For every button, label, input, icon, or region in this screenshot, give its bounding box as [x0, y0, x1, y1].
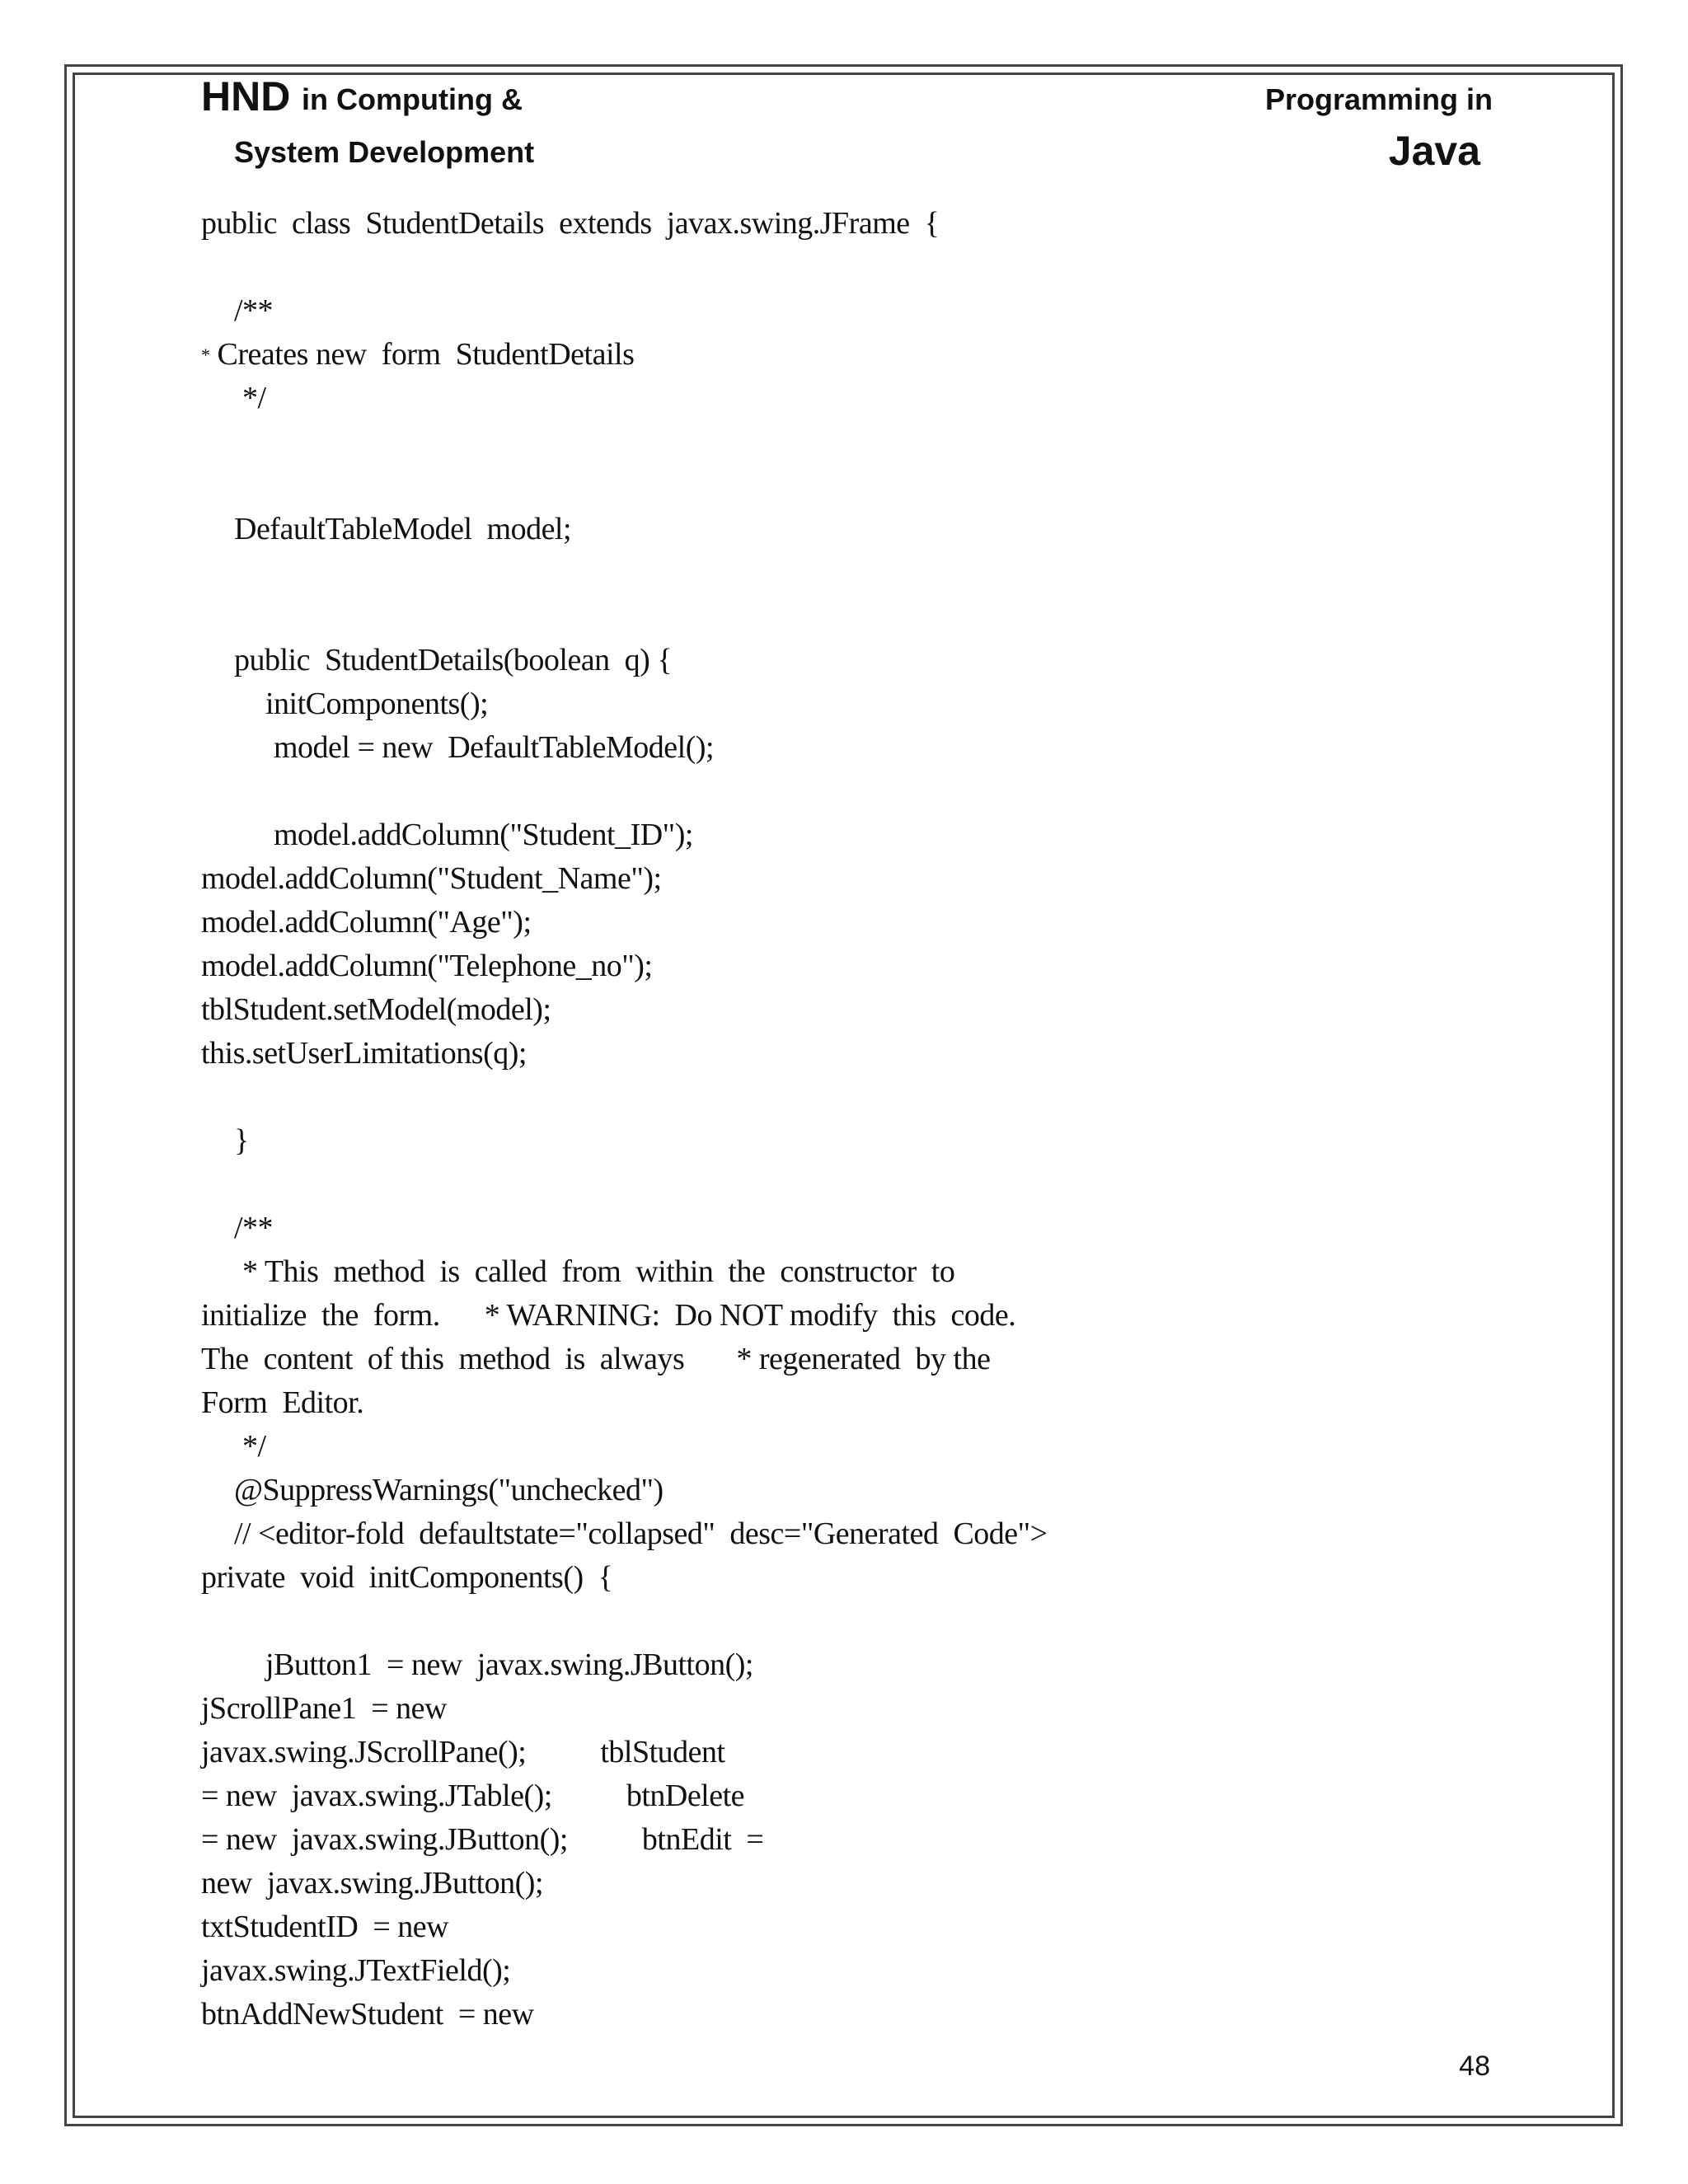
header-subject-line2: Java: [1388, 128, 1480, 174]
code-line: jScrollPane1 = new: [201, 1691, 447, 1726]
code-line: DefaultTableModel model;: [234, 512, 572, 546]
header-hnd: HND: [201, 73, 291, 120]
code-line: model.addColumn("Student_ID");: [274, 818, 693, 852]
code-line: /**: [234, 293, 274, 328]
code-line: [201, 246, 1437, 289]
comment-star: *: [201, 344, 210, 365]
code-line: }: [234, 1123, 249, 1158]
code-line: [201, 595, 1437, 639]
code-line: public StudentDetails(boolean q) {: [234, 643, 673, 677]
code-line: this.setUserLimitations(q);: [201, 1036, 527, 1071]
code-line: model.addColumn("Age");: [201, 905, 532, 940]
code-line: javax.swing.JTextField();: [201, 1953, 511, 1988]
code-line: initialize the form. * WARNING: Do NOT modify this code.: [201, 1298, 1016, 1333]
code-line: txtStudentID = new: [201, 1910, 449, 1944]
code-line: private void initComponents() {: [201, 1560, 613, 1595]
code-line: * This method is called from within the constructor to: [242, 1254, 955, 1289]
code-line: */: [242, 1429, 266, 1464]
code-line: // <editor-fold defaultstate="collapsed" desc="Generated Code">: [234, 1516, 1048, 1551]
code-line: model = new DefaultTableModel();: [274, 730, 715, 765]
code-line: @SuppressWarnings("unchecked"): [234, 1473, 663, 1507]
code-line: Form Editor.: [201, 1385, 364, 1420]
code-line: javax.swing.JScrollPane(); tblStudent: [201, 1735, 725, 1769]
code-line: public class StudentDetails extends javax.swing.JFrame {: [201, 206, 940, 241]
code-listing: [201, 202, 1437, 2036]
code-line: initComponents();: [265, 687, 489, 721]
code-line: [201, 1600, 1437, 1643]
code-line: model.addColumn("Student_Name");: [201, 861, 662, 896]
code-line: tblStudent.setModel(model);: [201, 992, 551, 1027]
code-line: = new javax.swing.JTable(); btnDelete: [201, 1779, 745, 1813]
header-subject-line1: Programming in: [1264, 82, 1493, 116]
code-line: [201, 1163, 1437, 1207]
code-line: new javax.swing.JButton();: [201, 1866, 544, 1900]
code-line: */: [242, 381, 266, 415]
code-line: btnAddNewStudent = new: [201, 1997, 534, 2032]
page-number: 48: [1459, 2050, 1490, 2082]
code-line: The content of this method is always * regenerated by the: [201, 1342, 991, 1376]
code-line: [201, 551, 1437, 595]
code-line: [201, 770, 1437, 813]
code-line: [201, 333, 1437, 377]
code-line: /**: [234, 1211, 274, 1245]
code-line: model.addColumn("Telephone_no");: [201, 949, 653, 983]
code-line: [201, 1076, 1437, 1119]
header-course-line2: System Development: [234, 135, 535, 169]
header-course-line1: in Computing &: [302, 82, 523, 116]
code-line-text: Creates new form StudentDetails: [217, 337, 635, 372]
code-line: [201, 464, 1437, 508]
code-line: = new javax.swing.JButton(); btnEdit =: [201, 1822, 764, 1857]
code-line: jButton1 = new javax.swing.JButton();: [265, 1647, 753, 1682]
code-line: [201, 420, 1437, 464]
